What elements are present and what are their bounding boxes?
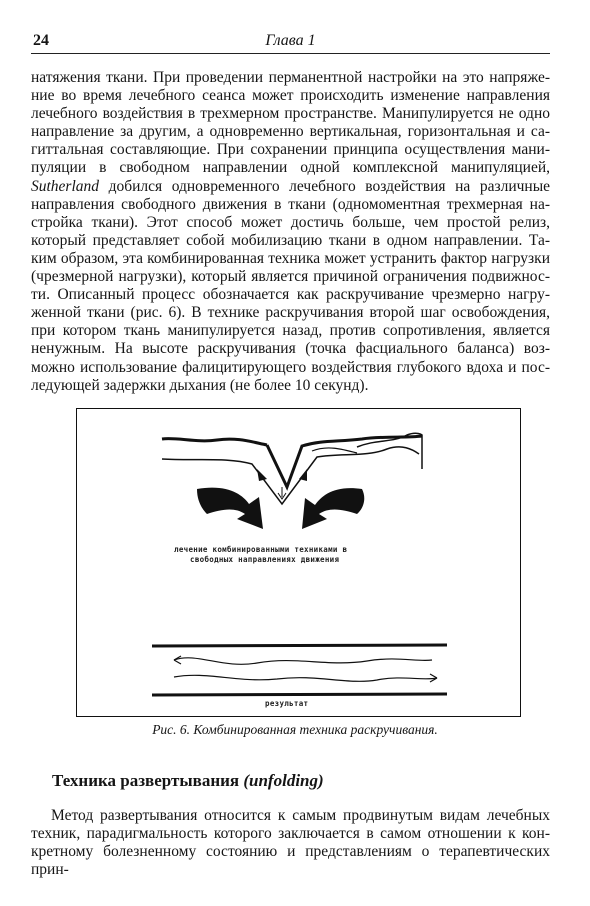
text-line: Метод развертывания относится к самым продвинутым видам лечебных [51, 807, 550, 824]
section-heading-italic: (unfolding) [243, 771, 324, 790]
text-line: кретному болезненному состоянию и представлениям о терапевтических прин- [31, 843, 550, 879]
page-header [31, 29, 550, 54]
text-line: ледующей задержки дыхания (не более 10 секунд). [31, 376, 369, 394]
section-heading-text: Техника развертывания [52, 771, 244, 790]
text-line: гиттальная составляющие. При сохранении принципа осуществления мани- [31, 141, 550, 159]
figure-caption: Рис. 6. Комбинированная техника раскручивания. [152, 722, 438, 737]
text-line: техник, парадигмальность которого заключается в самом отношении к кон- [31, 825, 550, 843]
chapter-title: Глава 1 [265, 32, 316, 49]
page-number: 24 [33, 32, 49, 49]
text-line: ким образом, эта комбинированная техника может устранить фактор нагрузки [31, 249, 550, 267]
figure-label-directions: свободных направлениях движения [190, 555, 340, 564]
text-line: (чрезмерной нагрузки), который является причиной ограничения подвижнос- [31, 268, 550, 286]
figure-label-treatment: лечение комбинированными техниками в [174, 545, 348, 554]
text-line: направление за другим, а одновременно вертикальная, горизонтальная и са- [31, 123, 550, 141]
section-heading [52, 771, 324, 791]
text-line: ненужным. На высоте раскручивания (точка фасциального баланса) воз- [31, 340, 550, 358]
text-line: ние во время лечебного сеанса может происходить изменение направления [31, 87, 550, 105]
figure-6 [76, 408, 521, 717]
text-line: можно использование фалицитирующего воздействия глубокого вдоха и пос- [31, 358, 550, 376]
text-line: натяжения ткани. При проведении перманентной настройки на это напряже- [31, 69, 550, 86]
text-line: направления свободного движения в ткани (одномоментная трехмерная на- [31, 195, 550, 213]
text-line: ти. Описанный процесс обозначается как раскручивание чрезмерно нагру- [31, 286, 550, 304]
text-line: стройка ткани). Этот способ может достичь больше, чем простой релиз, [31, 213, 550, 231]
body-paragraph-1 [31, 69, 550, 395]
text-line: лечебного воздействия в трехмерном пространстве. Манипулируется не одно [31, 105, 550, 123]
text-line: который представляет собой мобилизацию ткани в одном направлении. Та- [31, 231, 550, 249]
text-line: женной ткани (рис. 6). В технике раскручивания второй шаг освобождения, [31, 304, 550, 322]
body-paragraph-2 [31, 807, 550, 879]
figure-label-result: результат [265, 699, 309, 708]
text-line: пуляции в свободном направлении одной комплексной манипуляцией, [31, 159, 550, 177]
text-line: Sutherland добился одновременного лечебного воздействия на различные [31, 177, 550, 195]
text-line: при котором ткань манипулируется назад, против сопротивления, является [31, 322, 550, 340]
